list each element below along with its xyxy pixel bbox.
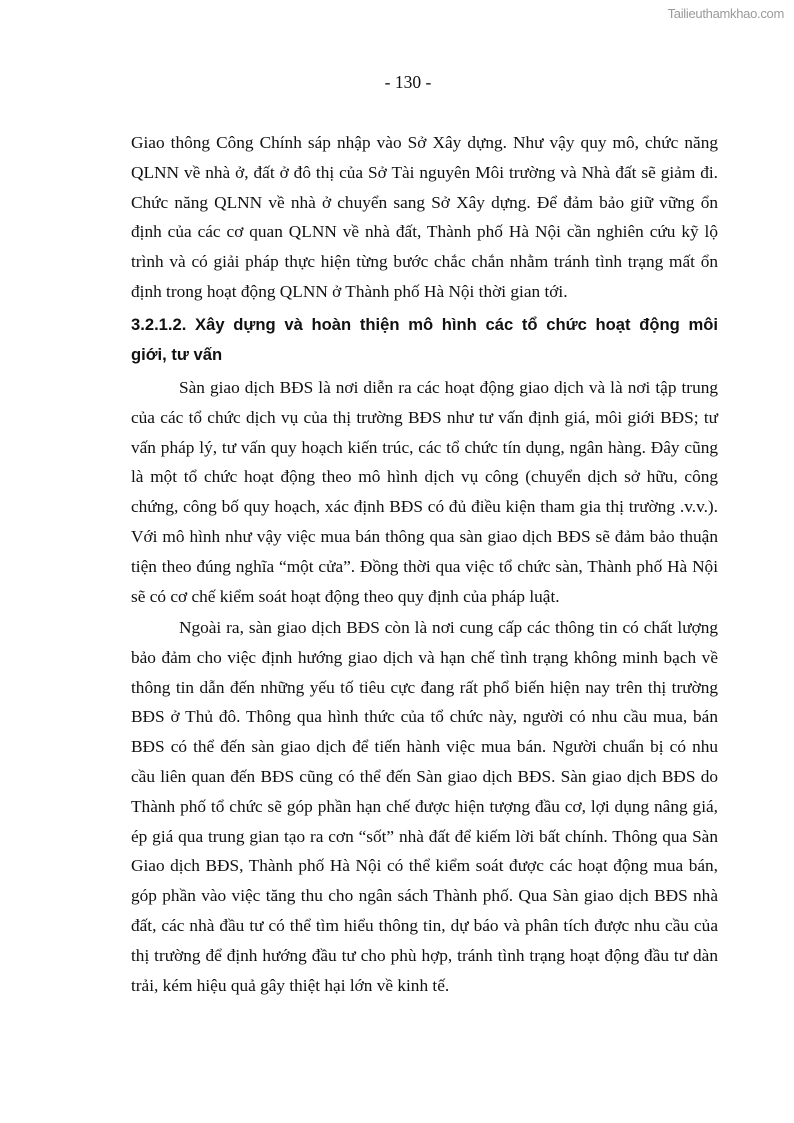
- text-line: trải, kém hiệu quả gây thiệt hại lớn về kinh tế.: [131, 975, 450, 995]
- text-line: Giao dịch BĐS, Thành phố Hà Nội có thể kiểm soát được các hoạt động mua bán,: [131, 856, 718, 876]
- text-line: trình và có giải pháp thực hiện từng bước chắc chắn nhằm tránh tình trạng mất ổn: [131, 252, 718, 272]
- text-line: Sàn giao dịch BĐS là nơi diễn ra các hoạt động giao dịch và là nơi tập trung: [179, 378, 718, 397]
- text-line: 3.2.1.2. Xây dựng và hoàn thiện mô hình các tổ chức hoạt động môi: [131, 315, 718, 334]
- text-line: của các tổ chức dịch vụ của thị trường BĐS như tư vấn định giá, môi giới BĐS; tư: [131, 407, 718, 427]
- section-heading: [131, 310, 718, 370]
- text-line: định trong hoạt động QLNN ở Thành phố Hà Nội thời gian tới.: [131, 281, 568, 301]
- text-line: là một tổ chức hoạt động theo mô hình dịch vụ công (chuyển dịch sở hữu, công: [131, 467, 718, 487]
- text-line: sẽ có cơ chế kiểm soát hoạt động theo quy định của pháp luật.: [131, 586, 560, 606]
- text-line: ép giá qua trung gian tạo ra cơn “sốt” nhà đất để kiếm lời bất chính. Thông qua Sàn: [131, 826, 718, 846]
- paragraph-1: [131, 128, 718, 307]
- text-line: thị trường để định hướng đầu tư cho phù hợp, tránh tình trạng hoạt động đầu tư dàn: [131, 945, 718, 965]
- text-line: đất, các nhà đầu tư có thể tìm hiểu thông tin, dự báo và phân tích được nhu cầu của: [131, 915, 718, 935]
- text-line: Chức năng QLNN về nhà ở chuyển sang Sở Xây dựng. Để đảm bảo giữ vững ổn: [131, 192, 718, 212]
- text-line: vấn pháp lý, tư vấn quy hoạch kiến trúc, các tổ chức tín dụng, ngân hàng. Đây cũng: [131, 437, 718, 457]
- text-line: BĐS ở Thủ đô. Thông qua hình thức của tổ chức này, người có nhu cầu mua, bán: [131, 707, 718, 727]
- text-line: bảo đảm cho việc định hướng giao dịch và hạn chế tình trạng không minh bạch về: [131, 647, 718, 667]
- text-line: thông tin dẫn đến những yếu tố tiêu cực đang rất phổ biến hiện nay trên thị trường: [131, 677, 718, 697]
- text-line: Giao thông Công Chính sáp nhập vào Sở Xây dựng. Như vậy quy mô, chức năng: [131, 133, 718, 152]
- text-line: QLNN về nhà ở, đất ở đô thị của Sở Tài nguyên Môi trường và Nhà đất sẽ giảm đi.: [131, 162, 718, 182]
- text-line: Với mô hình như vậy việc mua bán thông qua sàn giao dịch BĐS sẽ đảm bảo thuận: [131, 526, 718, 546]
- text-line: chứng, công bố quy hoạch, xác định BĐS có đủ điều kiện tham gia thị trường .v.v.).: [131, 497, 718, 517]
- text-line: tiện theo đúng nghĩa “một cửa”. Đồng thời qua việc tổ chức sàn, Thành phố Hà Nội: [131, 556, 718, 576]
- text-line: BĐS có thể đến sàn giao dịch để tiến hành việc mua bán. Người chuẩn bị có nhu: [131, 737, 718, 757]
- watermark: Tailieuthamkhao.com: [667, 6, 784, 21]
- text-line: Ngoài ra, sàn giao dịch BĐS còn là nơi cung cấp các thông tin có chất lượng: [179, 618, 718, 637]
- text-line: giới, tư vấn: [131, 344, 223, 364]
- text-line: định của các cơ quan QLNN về nhà đất, Thành phố Hà Nội cần nghiên cứu kỹ lộ: [131, 222, 718, 242]
- text-line: Thành phố tổ chức sẽ góp phần hạn chế được hiện tượng đầu cơ, lợi dụng nâng giá,: [131, 796, 718, 816]
- text-line: góp phần vào việc tăng thu cho ngân sách Thành phố. Qua Sàn giao dịch BĐS nhà: [131, 886, 718, 906]
- text-line: cầu liên quan đến BĐS cũng có thể đến Sàn giao dịch BĐS. Sàn giao dịch BĐS do: [131, 766, 718, 786]
- page-number: - 130 -: [384, 72, 432, 92]
- paragraph-2: [131, 373, 718, 611]
- paragraph-3: [131, 613, 718, 1000]
